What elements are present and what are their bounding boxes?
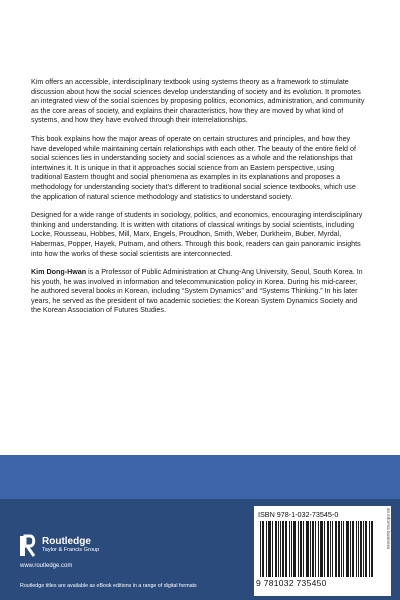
publisher-name: Routledge — [42, 536, 91, 547]
blurb-paragraph-2: This book explains how the major areas of operate on certain structures and principles, and how they have developed while maintaining certain relationships with each other. The beauty of the entire field of social sciences lies in understanding society and social sciences as a whole and the relationships that intertwines it. It is unique in that it approaches social science from an Eastern perspective, using traditional Eastern thought and social phenomena as examples in its explanations and proposes a methodology for understanding society that’s different to traditional social science textbooks, which use the application of natural science methodology and statistics to understand society. — [31, 134, 356, 201]
barcode-digits: 9 781032 735450 — [256, 578, 327, 588]
author-bio-text: is a Professor of Public Administration at Chung-Ang University, Seoul, South Korea. In his youth, he was involved in information and telecommunication policy in Korea. During his mid-career, he authored several books in Korean, including “System Dynamics” and “Systems Thinking.” In his later years, he served as the president of two academic societies: the Korean System Dynamics Society and the Korean Association of Futures Studies. — [31, 268, 363, 315]
blurb-paragraph-3: Designed for a wide range of students in sociology, politics, and economics, encouraging interdisciplinary thinking and understanding. It is written with citations of classical writings by social scientists, including Locke, Rousseau, Hobbes, Mill, Marx, Engels, Proudhon, Smith, Weber, Durkheim, Buber, Myrdal, Habermas, Popper, Hayek, Putnam, and others. Through this book, readers can gain panoramic insights into how the works of these social scientists are interconnected. — [31, 211, 363, 258]
book-blurb — [31, 78, 367, 325]
author-name: Kim Dong-Hwan — [31, 268, 87, 277]
ebook-note: Routledge titles are available as eBook editions in a range of digital formats — [20, 583, 197, 589]
barcode-area — [254, 506, 391, 596]
accent-band — [0, 455, 400, 499]
vertical-business-text: an informa business — [386, 508, 391, 550]
isbn-label: ISBN 978-1-032-73545-0 — [258, 510, 339, 519]
publisher-website: www.routledge.com — [20, 563, 73, 569]
author-bio — [31, 268, 367, 316]
publisher-brand — [42, 536, 99, 554]
barcode-icon — [260, 521, 374, 577]
routledge-logo-icon — [18, 533, 38, 561]
blurb-paragraph-1: Kim offers an accessible, interdisciplinary textbook using systems theory as a framework to stimulate discussion about how the social sciences develop understanding of society and its evolution. It promotes an integrated view of the social sciences by proposing politics, economics, administration, and community as the core areas of society, and explains their characteristics, how they are moved by what kind of systems, and how they have evolved through their interrelationships. — [31, 78, 365, 125]
publisher-subname: Taylor & Francis Group — [42, 547, 100, 553]
